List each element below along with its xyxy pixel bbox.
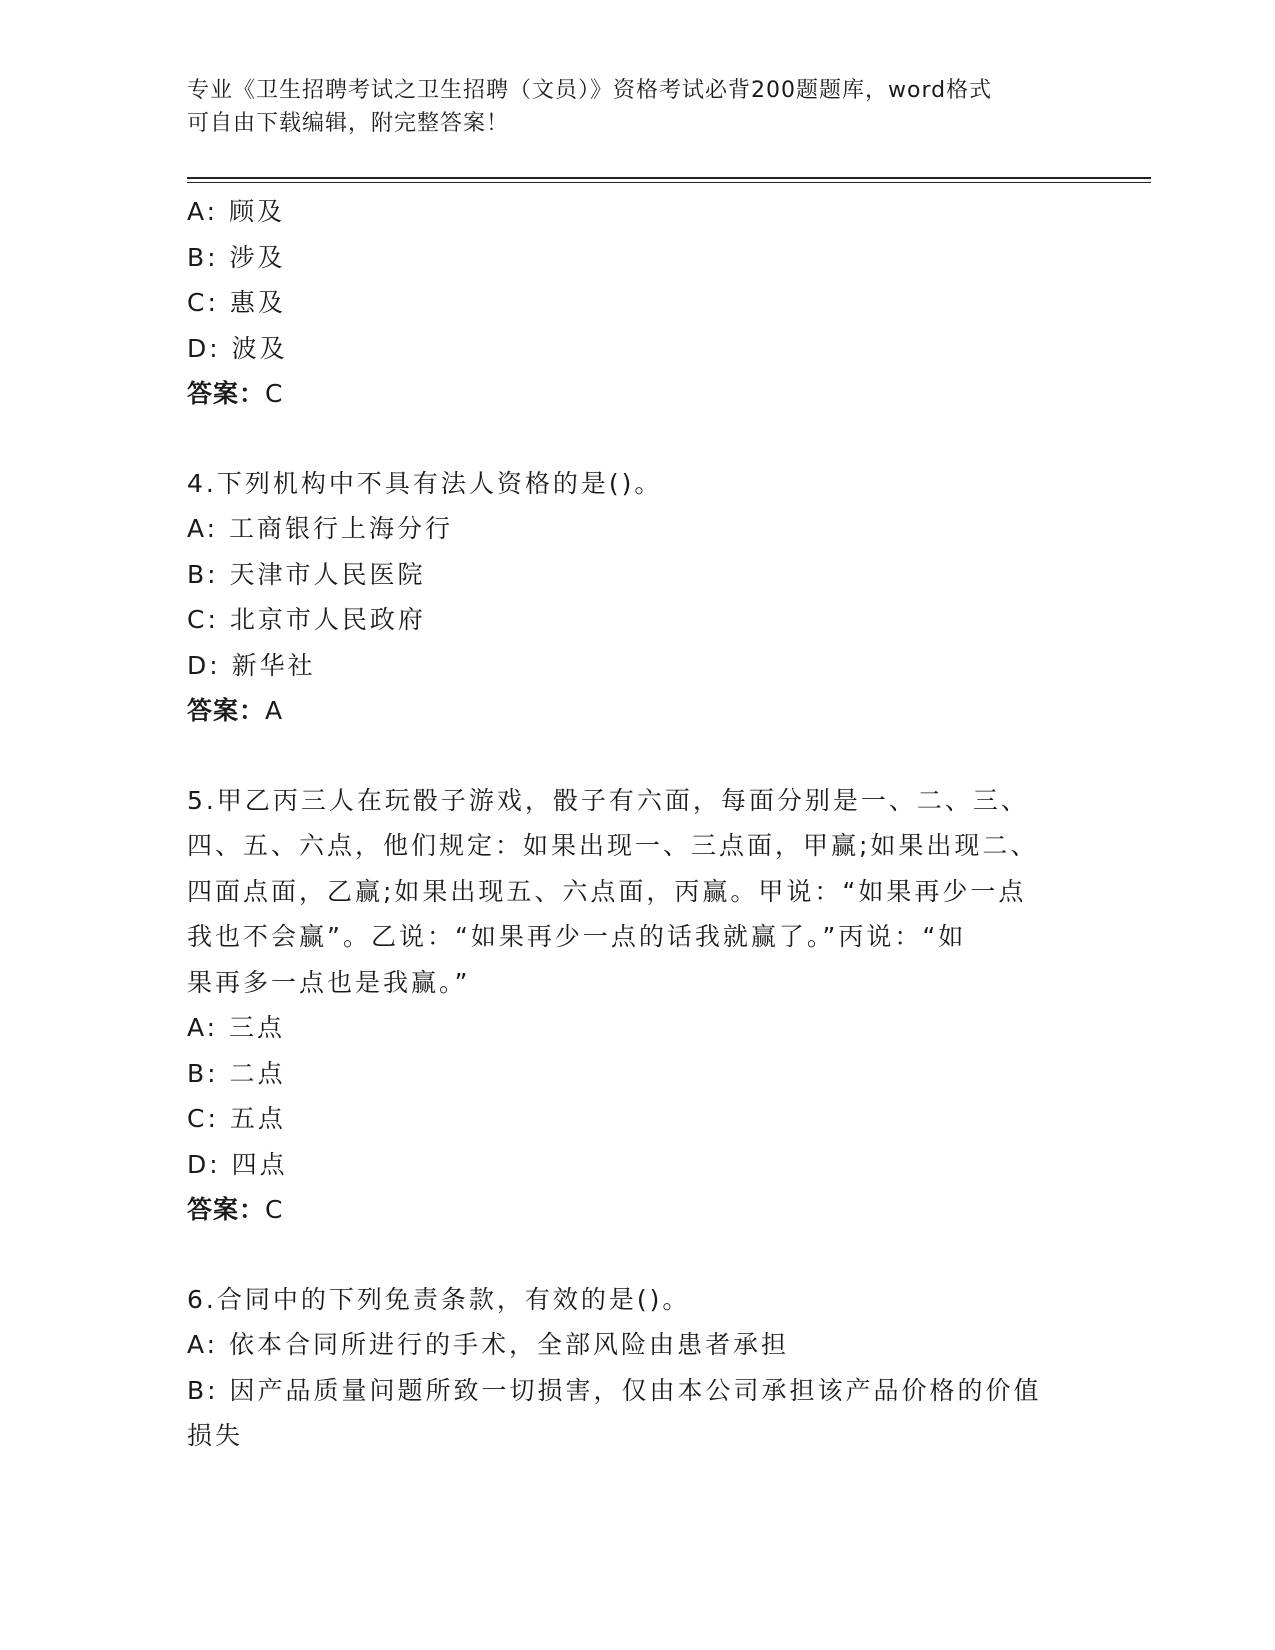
answer-value: C [265, 379, 284, 408]
answer-label: 答案： [187, 696, 266, 725]
option-b: B: 因产品质量问题所致一切损害，仅由本公司承担该产品价格的价值 [187, 1375, 1042, 1405]
option-a: A: 三点 [187, 1013, 286, 1042]
question-text-line-4: 我也不会赢”。乙说：“如果再少一点的话我就赢了。”丙说：“如 [187, 922, 967, 951]
header-line-1: 专业《卫生招聘考试之卫生招聘（文员）》资格考试必背200题题库，word格式 [187, 78, 993, 103]
option-b: B: 天津市人民医院 [187, 559, 426, 589]
answer-label: 答案： [187, 379, 266, 408]
question-text: 4.下列机构中不具有法人资格的是()。 [187, 468, 663, 498]
document-header [187, 74, 1067, 140]
question-5 [187, 778, 1067, 1233]
option-a: A: 工商银行上海分行 [187, 514, 454, 543]
option-c: C: 惠及 [187, 288, 286, 317]
option-a: A: 顾及 [187, 197, 286, 226]
question-4 [187, 461, 1067, 734]
option-d: D: 新华社 [187, 650, 316, 680]
header-rule-thin [187, 182, 1151, 183]
option-c: C: 五点 [187, 1104, 286, 1133]
question-text-line-2: 四、五、六点，他们规定：如果出现一、三点面，甲赢;如果出现二、 [187, 831, 1039, 860]
option-d: D: 四点 [187, 1149, 288, 1179]
question-text-line-5: 果再多一点也是我赢。” [187, 967, 471, 997]
question-text-line-1: 5.甲乙丙三人在玩骰子游戏，骰子有六面，每面分别是一、二、三、 [187, 785, 1029, 815]
answer-label: 答案： [187, 1195, 266, 1224]
question-3 [187, 189, 1067, 417]
header-line-2: 可自由下载编辑，附完整答案！ [187, 111, 510, 136]
question-text: 6.合同中的下列免责条款，有效的是()。 [187, 1284, 691, 1314]
document-body [187, 189, 1067, 1459]
option-b-continued: 损失 [187, 1421, 244, 1450]
spacer [187, 1233, 1067, 1277]
option-b: B: 二点 [187, 1058, 286, 1088]
answer-line [187, 371, 1067, 417]
answer-value: C [265, 1195, 284, 1224]
option-c: C: 北京市人民政府 [187, 605, 426, 634]
answer-line [187, 688, 1067, 734]
option-d: D: 波及 [187, 333, 288, 363]
header-rule-thick [187, 177, 1151, 179]
option-b: B: 涉及 [187, 242, 286, 272]
spacer [187, 417, 1067, 461]
option-a: A: 依本合同所进行的手术，全部风险由患者承担 [187, 1330, 790, 1359]
answer-line [187, 1187, 1067, 1233]
question-text-line-3: 四面点面，乙赢;如果出现五、六点面，丙赢。甲说：“如果再少一点 [187, 876, 1027, 906]
answer-value: A [265, 696, 284, 725]
spacer [187, 734, 1067, 778]
question-6 [187, 1277, 1067, 1459]
